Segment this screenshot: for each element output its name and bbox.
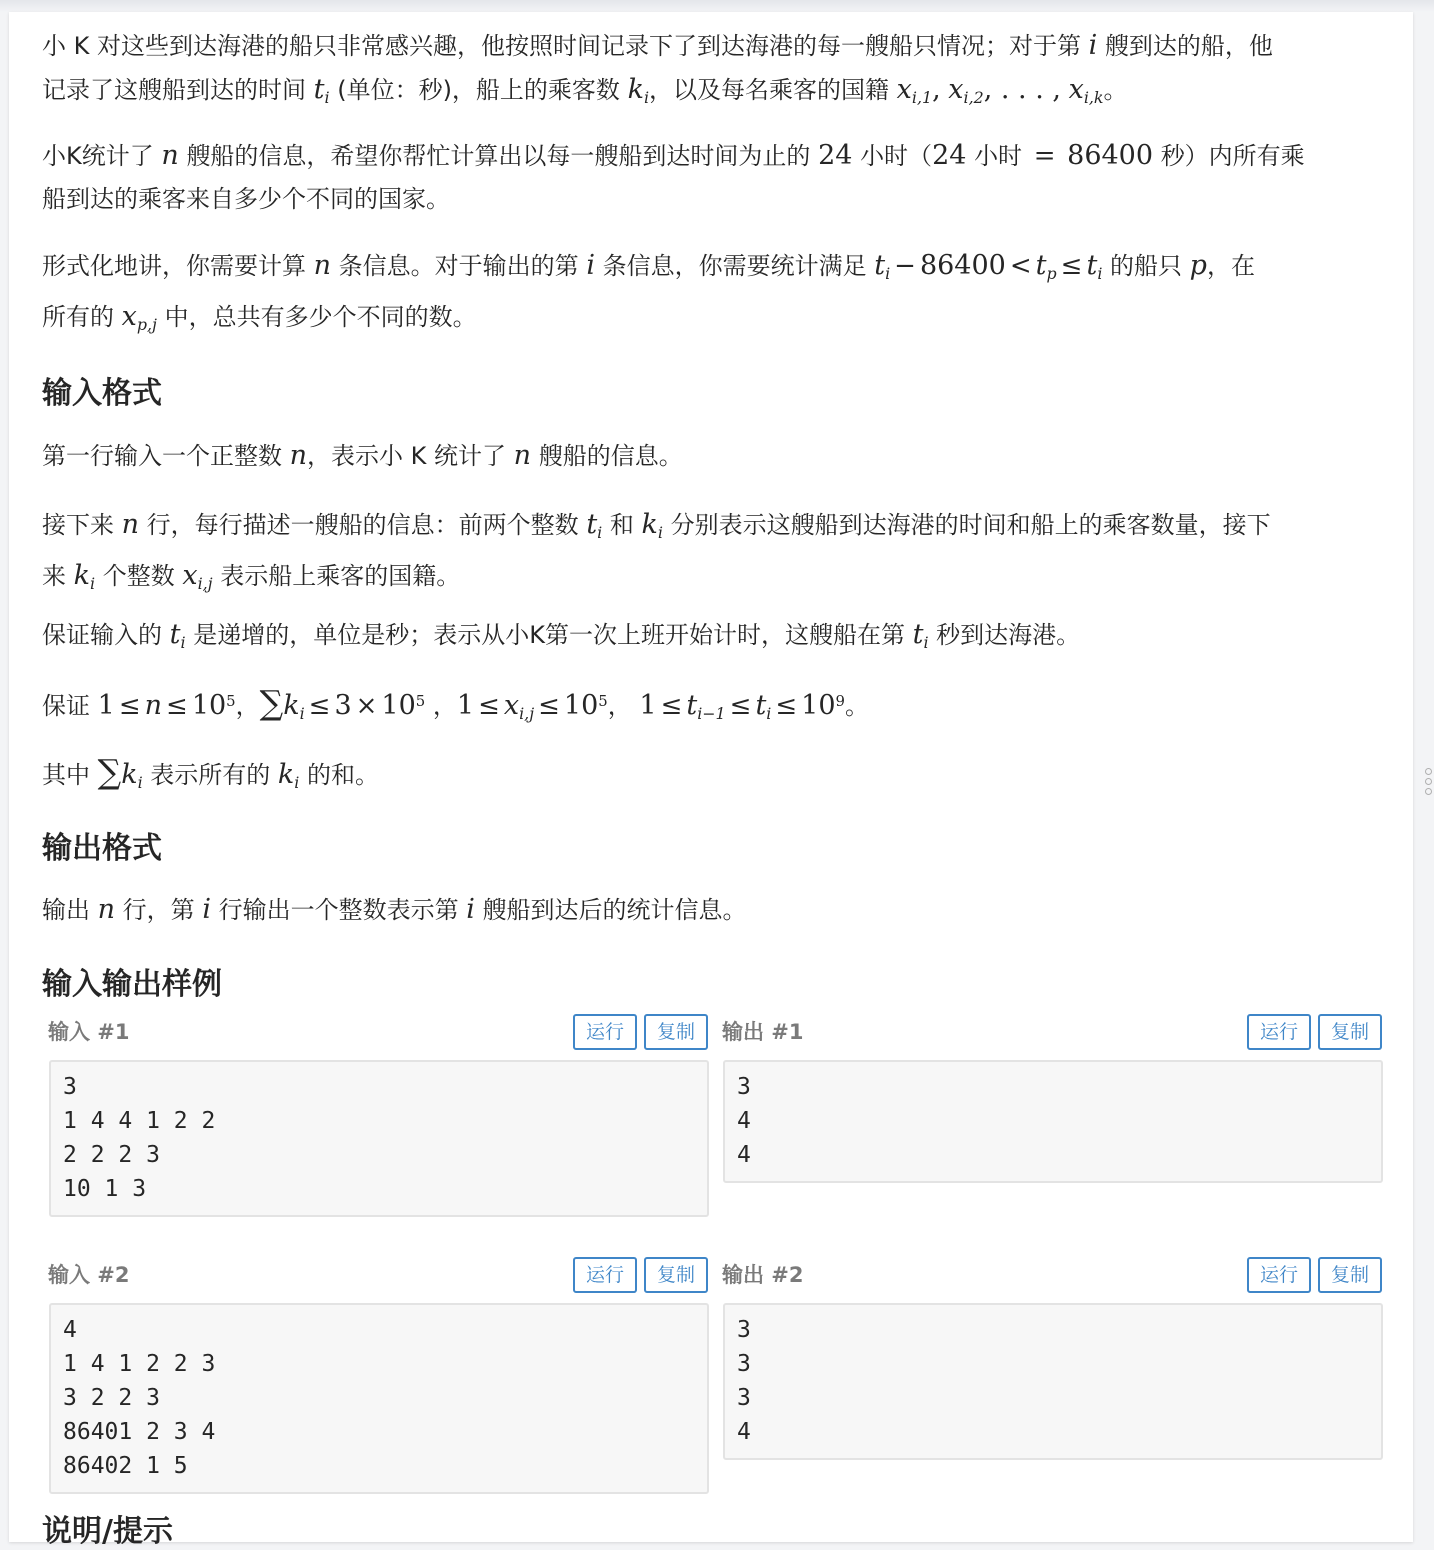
- run-button-input-2[interactable]: 运行: [573, 1257, 637, 1293]
- paragraph-formal: 形式化地讲，你需要计算 n 条信息。对于输出的第 i 条信息，你需要统计满足 $t_i - 86400 < t_p \le t_i$ 的船只 p，在 所有的 $x_{p,j}$ 中，总共有多少个不同的数。: [42, 250, 1255, 335]
- copy-button-input-1[interactable]: 复制: [644, 1014, 708, 1050]
- heading-hint: 说明/提示: [42, 1514, 173, 1549]
- sample-input-2-code: 4 1 4 1 2 2 3 3 2 2 3 86401 2 3 4 86402 1 5: [49, 1303, 709, 1494]
- run-button-output-2[interactable]: 运行: [1247, 1257, 1311, 1293]
- heading-output-format: 输出格式: [42, 831, 162, 866]
- top-shadow: [0, 0, 1434, 12]
- paragraph-input-1: 第一行输入一个正整数 n，表示小 K 统计了 n 艘船的信息。: [42, 440, 683, 471]
- sample-output-1-label: 输出 #1: [722, 1020, 804, 1044]
- sample-input-1-code: 3 1 4 4 1 2 2 2 2 2 3 10 1 3: [49, 1060, 709, 1217]
- paragraph-input-3: 保证输入的 $t_i$ 是递增的，单位是秒；表示从小K第一次上班开始计时，这艘船在第 $t_i$ 秒到达海港。: [42, 619, 1081, 653]
- copy-button-output-2[interactable]: 复制: [1318, 1257, 1382, 1293]
- heading-samples: 输入输出样例: [42, 967, 222, 1002]
- copy-button-output-1[interactable]: 复制: [1318, 1014, 1382, 1050]
- paragraph-description-2: 小K统计了 n 艘船的信息，希望你帮忙计算出以每一艘船到达时间为止的 24 小时（24 小时 = 86400 秒）内所有乘 船到达的乘客来自多少个不同的国家。: [42, 140, 1305, 213]
- paragraph-sum-note: 其中 $\sum k_i$ 表示所有的 $k_i$ 的和。: [42, 752, 379, 793]
- paragraph-description-1: 小 K 对这些到达海港的船只非常感兴趣，他按照时间记录下了到达海港的每一艘船只情况；对于第 i 艘到达的船，他 记录了这艘船到达的时间 $t_i$ (单位：秒)，船上的乘客数 $k_i$，以及每名乘客的国籍 $x_{i,1}$, $x_{i,2}$, . . . , $x_{i,k}$。: [42, 30, 1273, 108]
- sample-output-2-code: 3 3 3 4: [723, 1303, 1383, 1460]
- sample-input-1-label: 输入 #1: [48, 1020, 130, 1044]
- paragraph-input-2: 接下来 n 行，每行描述一艘船的信息：前两个整数 $t_i$ 和 $k_i$ 分别表示这艘船到达海港的时间和船上的乘客数量，接下 来 $k_i$ 个整数 $x_{i,j}$ 表示船上乘客的国籍。: [42, 509, 1271, 594]
- run-button-output-1[interactable]: 运行: [1247, 1014, 1311, 1050]
- resize-handle-icon[interactable]: [1425, 768, 1433, 798]
- paragraph-output: 输出 n 行，第 i 行输出一个整数表示第 i 艘船到达后的统计信息。: [42, 894, 747, 925]
- paragraph-constraints: 保证 $1 \le n \le 10^5$，$\sum k_i \le 3 \times 10^5$ ，$1 \le x_{i,j} \le 10^5$， $1 \le t_{i-1} \le t_i \le 10^9$。: [42, 683, 869, 724]
- heading-input-format: 输入格式: [42, 376, 162, 411]
- copy-button-input-2[interactable]: 复制: [644, 1257, 708, 1293]
- sample-output-1-code: 3 4 4: [723, 1060, 1383, 1183]
- sample-input-2-label: 输入 #2: [48, 1263, 130, 1287]
- problem-card: [9, 12, 1413, 1549]
- run-button-input-1[interactable]: 运行: [573, 1014, 637, 1050]
- sample-output-2-label: 输出 #2: [722, 1263, 804, 1287]
